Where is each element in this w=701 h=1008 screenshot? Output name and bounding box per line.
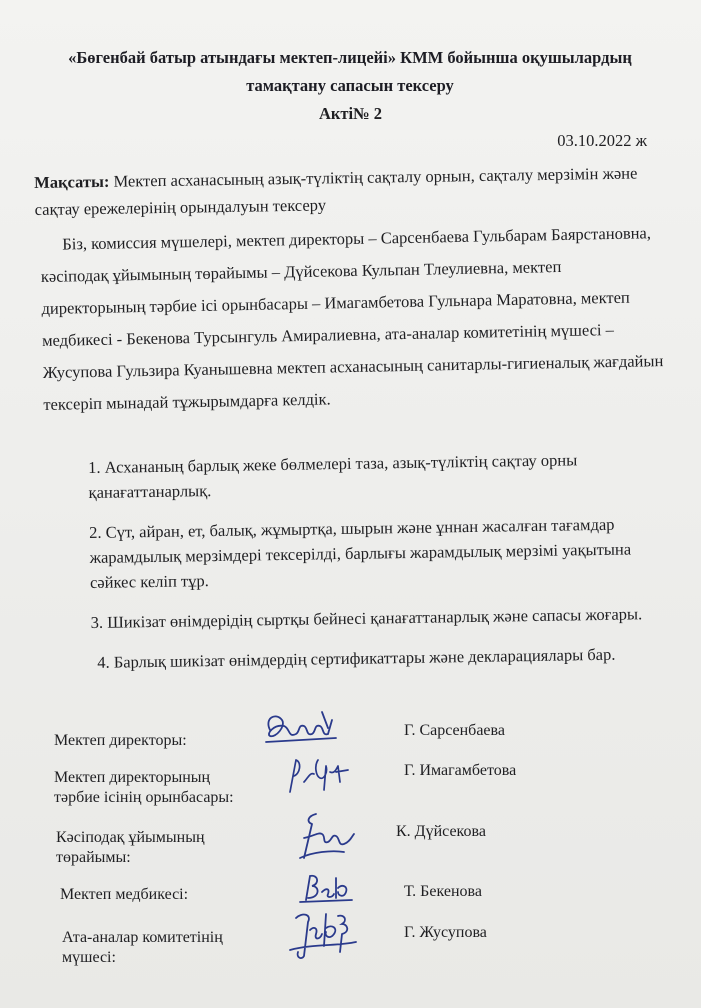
finding-item: 3. Шикізат өнімдерідің сыртқы бейнесі қанағаттанарлық және сапасы жоғары. [90, 604, 643, 632]
title-line-1: «Бөгенбай батыр атындағы мектеп-лицейі» КММ бойынша оқушылардың [68, 48, 632, 67]
signature-role [54, 768, 234, 808]
purpose-section [34, 159, 655, 223]
finding-item: 4. Барлық шикізат өнімдердің сертификаттары және декларациялары бар. [97, 644, 616, 672]
handwritten-signature-icon [296, 870, 356, 906]
handwritten-signature-icon [280, 752, 352, 796]
signatory-name: Г. Жусупова [404, 924, 487, 941]
signature-role [60, 885, 188, 905]
title-line-2: тамақтану сапасын тексеру [246, 76, 454, 95]
role-line: мүшесі: [62, 949, 116, 966]
finding-item: 1. Асхананың барлық жеке бөлмелері таза, азық-түліктің сақтау орны қанағаттанарлық. [88, 450, 578, 502]
signature-role [56, 828, 205, 868]
purpose-label: Мақсаты: [34, 171, 110, 192]
role-line: Ата-аналар комитетінің [62, 929, 223, 946]
signatory-name: Г. Имагамбетова [404, 762, 517, 779]
document-title [20, 44, 680, 100]
role-line: төрайымы: [56, 849, 131, 866]
handwritten-signature-icon [282, 906, 362, 964]
purpose-text: Мектеп асханасының азық-түліктің сақталу орнын, сақталу мерзімін және сақтау ережелерінің орындалуын тексеру [34, 163, 638, 219]
handwritten-signature-icon [262, 708, 342, 750]
signature-role [54, 731, 187, 751]
role-line: Мектеп медбикесі: [60, 886, 189, 903]
signatory-name: К. Дүйсекова [396, 823, 486, 840]
signatory-name: Г. Сарсенбаева [404, 722, 505, 739]
handwritten-signature-icon [292, 808, 362, 864]
commission-paragraph [40, 217, 666, 421]
findings-list [88, 446, 667, 690]
role-line: Мектеп директорының [54, 769, 211, 786]
signature-role [62, 928, 223, 968]
finding-item: 2. Сүт, айран, ет, балық, жұмыртқа, шырын және ұннан жасалған тағамдар жарамдылық мерзімдері тексерілді, барлығы жарамдылық мерзімі уақытына сәйкес келіп тұр. [89, 514, 632, 592]
signatory-name: Т. Бекенова [404, 883, 482, 900]
role-line: Кәсіподақ ұйымының [56, 829, 205, 846]
act-number: Акті№ 2 [318, 104, 383, 123]
body-text: Біз, комиссия мүшелері, мектеп директоры – Сарсенбаева Гульбарам Баярстановна, кәсіподақ ұйымының төрайымы – Дүйсекова Кульпан Тлеулиевна, мектеп директорының тәрбие ісі орынбасары – Имагамбетова Гульнара Маратовна, мектеп медбикесі - Бекенова Турсынгуль Амиралиевна, ата-аналар комитетінің мүшесі – Жусупова Гульзира Куанышевна мектеп асханасының санитарлы-гигиеналық жағдайын тексеріп мынадай тұжырымдарға келдік. [40, 223, 664, 414]
role-line: тәрбие ісінің орынбасары: [54, 789, 234, 806]
act-date: 03.10.2022 ж [557, 131, 647, 150]
role-line: Мектеп директоры: [54, 732, 187, 749]
